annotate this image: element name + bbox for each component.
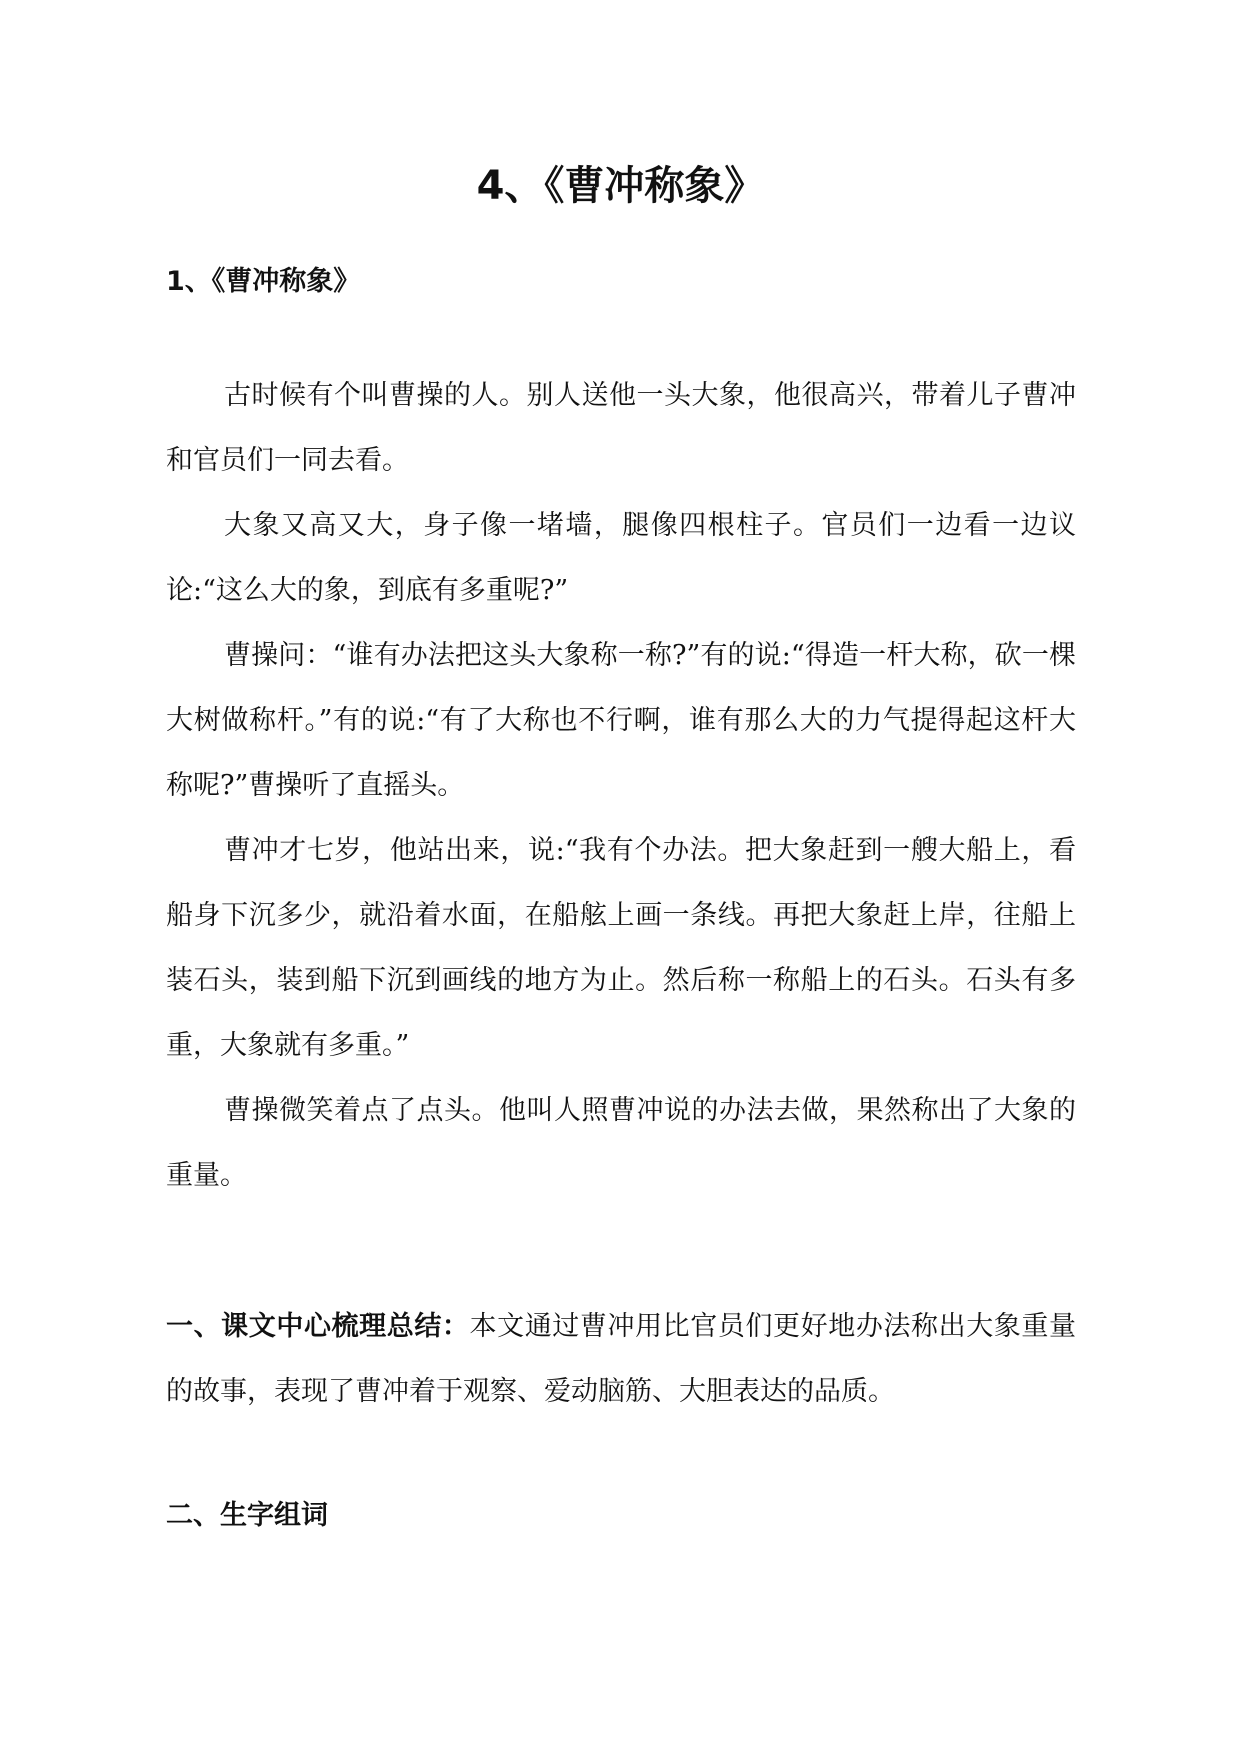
section2-heading: 二、生字组词 (166, 1500, 328, 1531)
document-title: 4、《曹冲称象》 (476, 163, 765, 209)
paragraph: 曹冲才七岁，他站出来，说:“我有个办法。把大象赶到一艘大船上，看船身下沉多少，就沿着水面，在船舷上画一条线。再把大象赶上岸，往船上装石头，装到船下沉到画线的地方为止。然后称一称船上的石头。石头有多重，大象就有多重。” (166, 835, 1076, 1061)
paragraph: 大象又高又大，身子像一堵墙，腿像四根柱子。官员们一边看一边议论:“这么大的象，到底有多重呢?” (166, 510, 1076, 606)
summary-label: 一、课文中心梳理总结： (166, 1311, 470, 1342)
summary-text: 本文通过曹冲用比官员们更好地办法称出大象重量的故事，表现了曹冲着于观察、爱动脑筋、大胆表达的品质。 (166, 1311, 1076, 1407)
lesson-heading: 1、《曹冲称象》 (166, 266, 361, 297)
summary-section (166, 1294, 1076, 1424)
story-text (166, 363, 1076, 1208)
paragraph: 古时候有个叫曹操的人。别人送他一头大象，他很高兴，带着儿子曹冲和官员们一同去看。 (166, 380, 1076, 476)
paragraph: 曹操问：“谁有办法把这头大象称一称?”有的说:“得造一杆大称，砍一棵大树做称杆。”有的说:“有了大称也不行啊，谁有那么大的力气提得起这杆大称呢?”曹操听了直摇头。 (166, 640, 1076, 801)
paragraph: 曹操微笑着点了点头。他叫人照曹冲说的办法去做，果然称出了大象的重量。 (166, 1095, 1076, 1191)
